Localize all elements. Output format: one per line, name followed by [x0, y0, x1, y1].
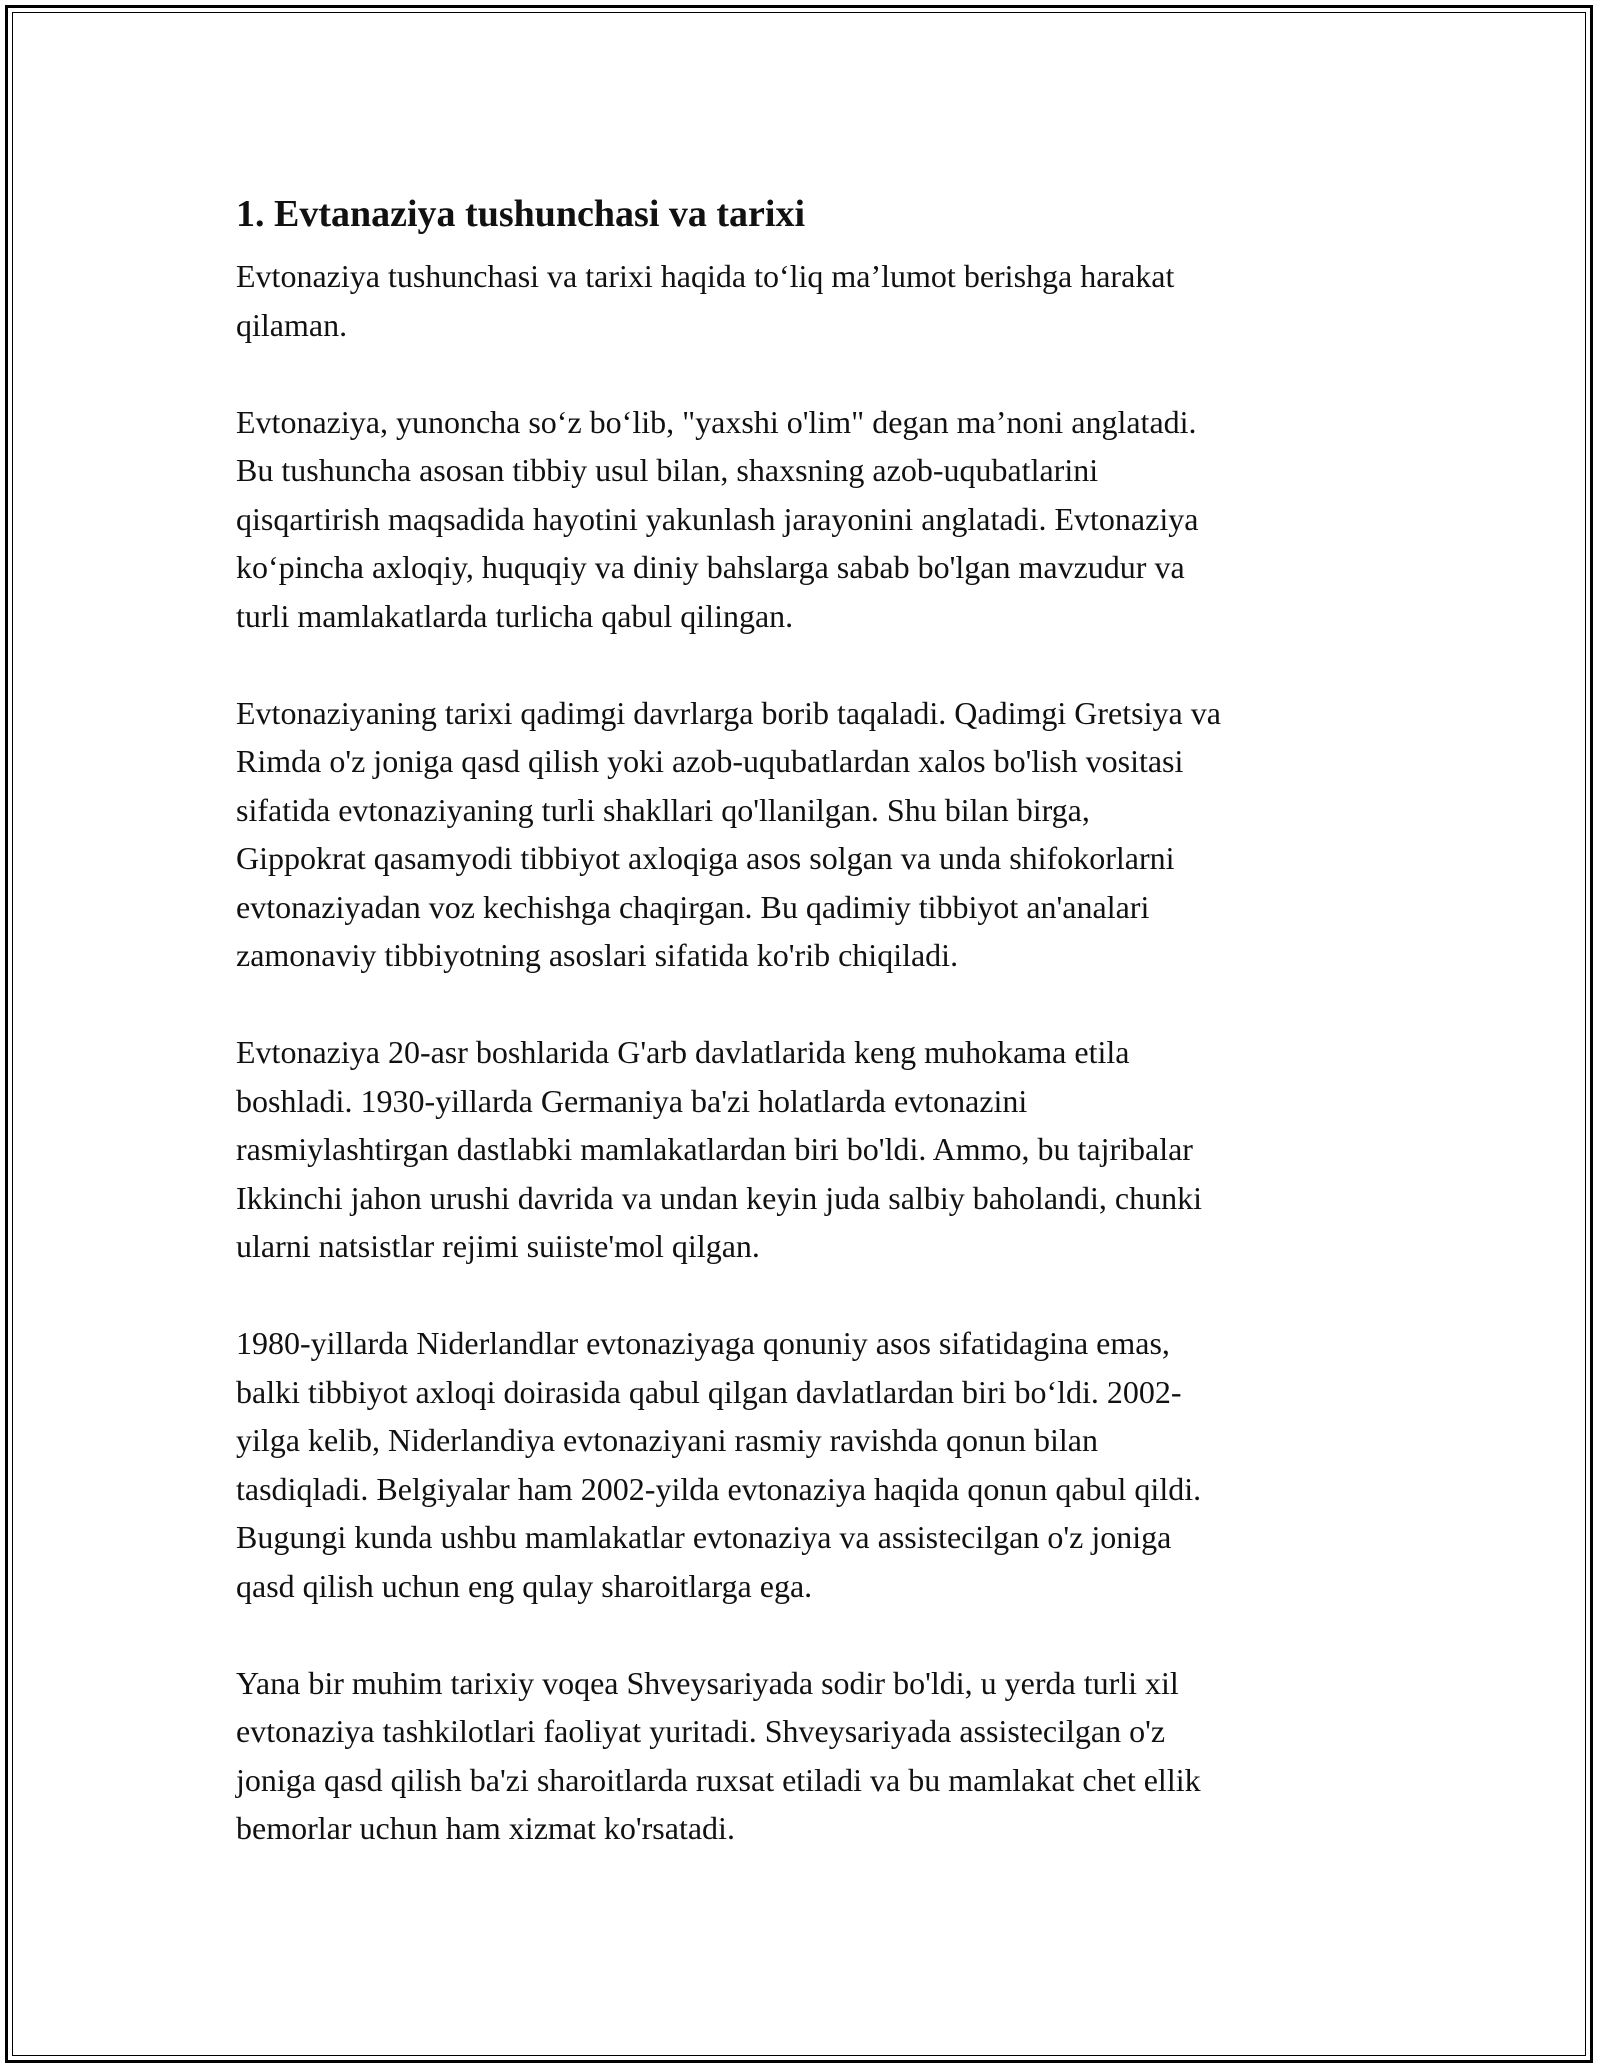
text-line: 1980-yillarda Niderlandlar evtonaziyaga qonuniy asos sifatidagina emas,: [236, 1325, 1170, 1361]
text-line: Gippokrat qasamyodi tibbiyot axloqiga asos solgan va unda shifokorlarni: [236, 840, 1175, 876]
text-line: qasd qilish uchun eng qulay sharoitlarga ega.: [236, 1567, 813, 1604]
text-line: Evtonaziya tushunchasi va tarixi haqida to‘liq ma’lumot berishga harakat: [236, 258, 1175, 294]
text-line: qilaman.: [236, 306, 348, 343]
text-line: bemorlar uchun ham xizmat ko'rsatadi.: [236, 1810, 735, 1846]
text-line: Bugungi kunda ushbu mamlakatlar evtonaziya va assistecilgan o'z joniga: [236, 1519, 1172, 1555]
section-heading: 1. Evtanaziya tushunchasi va tarixi: [236, 193, 806, 235]
text-line: sifatida evtonaziyaning turli shakllari qo'llanilgan. Shu bilan birga,: [236, 791, 1090, 828]
text-line: Ikkinchi jahon urushi davrida va undan keyin juda salbiy baholandi, chunki: [236, 1179, 1202, 1216]
paragraph-4: [236, 1028, 1376, 1271]
paragraph-6: [236, 1659, 1376, 1853]
text-line: Yana bir muhim tarixiy voqea Shveysariyada sodir bo'ldi, u yerda turli xil: [236, 1664, 1179, 1701]
text-line: rasmiylashtirgan dastlabki mamlakatlardan biri bo'ldi. Ammo, bu tajribalar: [236, 1131, 1193, 1167]
paragraph-2: [236, 398, 1376, 641]
text-line: Bu tushuncha asosan tibbiy usul bilan, shaxsning azob-uqubatlarini: [236, 452, 1099, 488]
text-line: Evtonaziya, yunoncha so‘z bo‘lib, "yaxshi o'lim" degan ma’noni anglatadi.: [236, 403, 1197, 440]
text-line: tasdiqladi. Belgiyalar ham 2002-yilda evtonaziya haqida qonun qabul qildi.: [236, 1470, 1202, 1507]
paragraph-3: [236, 689, 1376, 980]
text-line: boshladi. 1930-yillarda Germaniya ba'zi holatlarda evtonazini: [236, 1082, 1028, 1119]
text-line: joniga qasd qilish ba'zi sharoitlarda ruxsat etiladi va bu mamlakat chet ellik: [236, 1761, 1201, 1798]
document-body: [236, 186, 1376, 1901]
text-line: Evtonaziyaning tarixi qadimgi davrlarga borib taqaladi. Qadimgi Gretsiya va: [236, 694, 1221, 731]
text-line: ko‘pincha axloqiy, huquqiy va diniy bahslarga sabab bo'lgan mavzudur va: [236, 549, 1185, 585]
text-line: Evtonaziya 20-asr boshlarida G'arb davlatlarida keng muhokama etila: [236, 1034, 1130, 1070]
text-line: turli mamlakatlarda turlicha qabul qilingan.: [236, 597, 794, 634]
text-line: yilga kelib, Niderlandiya evtonaziyani rasmiy ravishda qonun bilan: [236, 1422, 1098, 1458]
paragraph-5: [236, 1319, 1376, 1610]
text-line: ularni natsistlar rejimi suiiste'mol qilgan.: [236, 1228, 760, 1264]
text-line: evtonaziyadan voz kechishga chaqirgan. Bu qadimiy tibbiyot an'analari: [236, 888, 1150, 925]
text-line: qisqartirish maqsadida hayotini yakunlash jarayonini anglatadi. Evtonaziya: [236, 500, 1199, 537]
text-line: evtonaziya tashkilotlari faoliyat yuritadi. Shveysariyada assistecilgan o'z: [236, 1713, 1166, 1749]
text-line: zamonaviy tibbiyotning asoslari sifatida ko'rib chiqiladi.: [236, 937, 959, 973]
paragraph-1: [236, 252, 1376, 349]
text-line: balki tibbiyot axloqi doirasida qabul qilgan davlatlardan biri bo‘ldi. 2002-: [236, 1373, 1182, 1410]
text-line: Rimda o'z joniga qasd qilish yoki azob-uqubatlardan xalos bo'lish vositasi: [236, 743, 1184, 779]
